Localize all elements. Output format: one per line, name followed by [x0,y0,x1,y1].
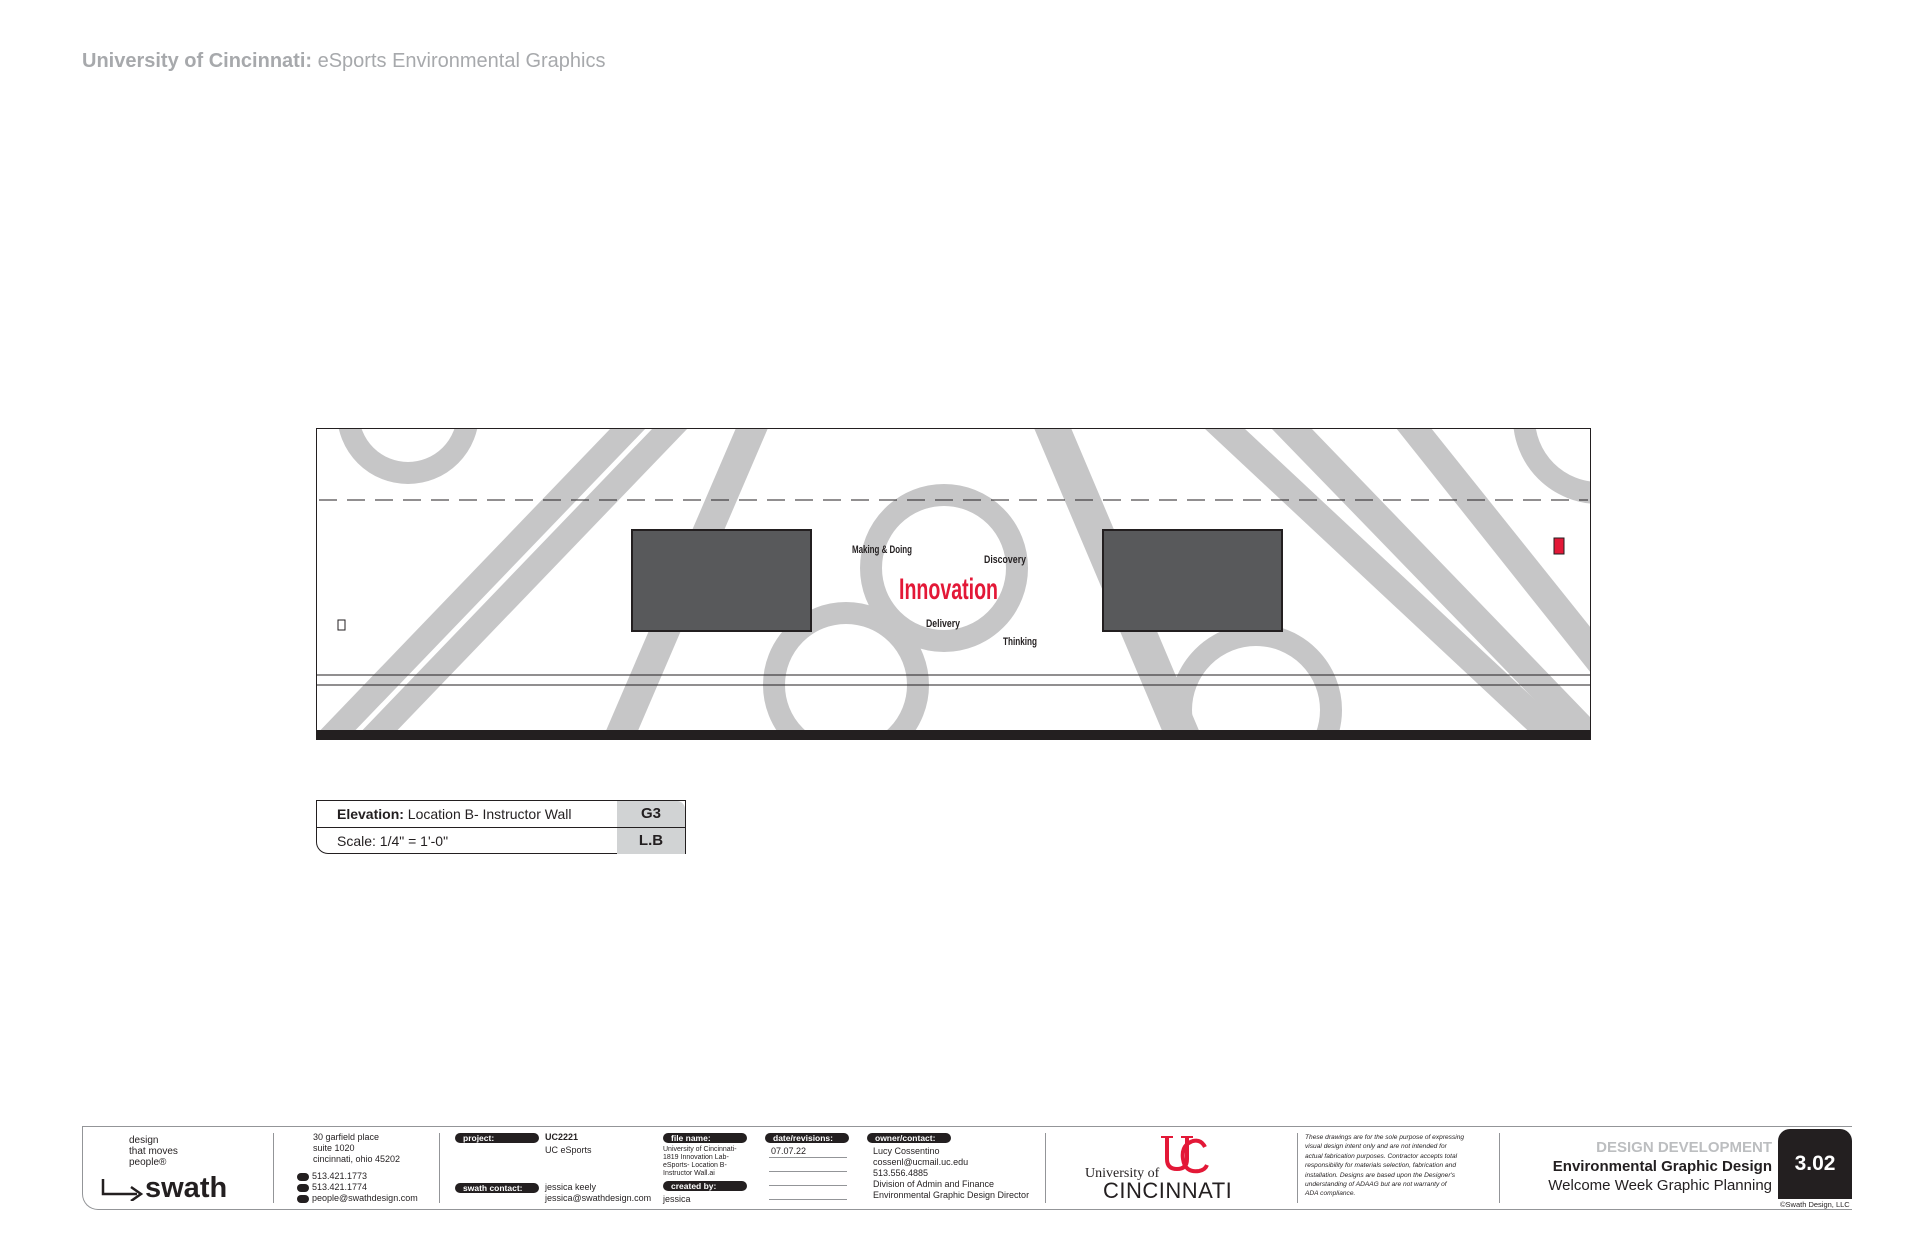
uc-logo-small-text: University of [1085,1166,1160,1181]
file-name: University of Cincinnati- 1819 Innovation Lab- eSports- Location B- Instructor Wall.ai [663,1146,737,1177]
owner-contact-label: owner/contact: [867,1133,951,1143]
title-block [82,1126,1852,1210]
date-revisions-label: date/revisions: [765,1133,849,1143]
document-title-bold: University of Cincinnati: [82,50,313,72]
sheet-number: 3.02 [1778,1129,1852,1199]
word-making-doing: Making & Doing [852,544,912,556]
project-name: UC eSports [545,1145,592,1155]
display-screen-left [632,530,811,631]
file-name-label: file name: [663,1133,747,1143]
word-innovation: Innovation [899,573,998,606]
copyright: ©Swath Design, LLC [1780,1200,1850,1209]
word-discovery: Discovery [984,554,1027,566]
owner-contact: Lucy Cossentino cossenl@ucmail.uc.edu 513.556.4885 Division of Admin and Finance Environmental Graphic Design Director [873,1146,1030,1200]
disclaimer: These drawings are for the sole purpose of expressing visual design intent only and are not intended for actual fabrication purposes. Contractor accepts total responsibility for materials selection, fabrication and installation. Designs are based upon the Designer's understanding of ADAAG but are not warranty of ADA compliance. [1305,1134,1465,1198]
phase-label: DESIGN DEVELOPMENT [1596,1139,1772,1156]
drawing-code-bottom: L.B [617,828,685,854]
outlet-box [338,620,345,630]
created-by-label: created by: [663,1181,747,1191]
swath-contact-label: swath contact: [455,1183,539,1193]
base-strip [316,730,1591,740]
swath-arrow-icon [101,1177,149,1201]
swath-logo: swath [145,1172,228,1204]
elevation-value: Location B- Instructor Wall [403,806,572,822]
fire-alarm [1554,538,1564,554]
swath-tagline: design that moves people® [129,1135,178,1168]
scale-label: Scale: 1/4" = 1'-0" [337,833,449,849]
word-thinking: Thinking [1003,636,1037,648]
display-screen-right [1103,530,1282,631]
swath-phones: 513.421.1773 513.421.1774 people@swathdesign.com [297,1171,418,1204]
sheet-subtitle: Welcome Week Graphic Planning [1548,1177,1772,1194]
drawing-code-top: G3 [617,801,685,828]
uc-logo-icon [1161,1135,1209,1177]
elevation-caption [316,800,686,854]
email-icon [297,1195,309,1203]
document-title [82,50,606,73]
elevation-drawing [316,428,1591,740]
discipline-label: Environmental Graphic Design [1552,1158,1772,1175]
swath-contact: jessica keely jessica@swathdesign.com [545,1182,652,1203]
uc-logo-large-text: CINCINNATI [1103,1178,1233,1203]
fax-icon [297,1184,309,1192]
swath-address: 30 garfield place suite 1020 cincinnati, ohio 45202 [313,1132,401,1164]
date: 07.07.22 [771,1146,807,1156]
project-code: UC2221 [545,1132,579,1142]
phone-icon [297,1173,309,1181]
document-title-regular: eSports Environmental Graphics [312,50,606,72]
elevation-label-row [317,801,637,828]
word-delivery: Delivery [926,618,961,630]
elevation-label: Elevation: [337,806,404,822]
created-by: jessica [663,1194,691,1204]
project-label: project: [455,1133,539,1143]
